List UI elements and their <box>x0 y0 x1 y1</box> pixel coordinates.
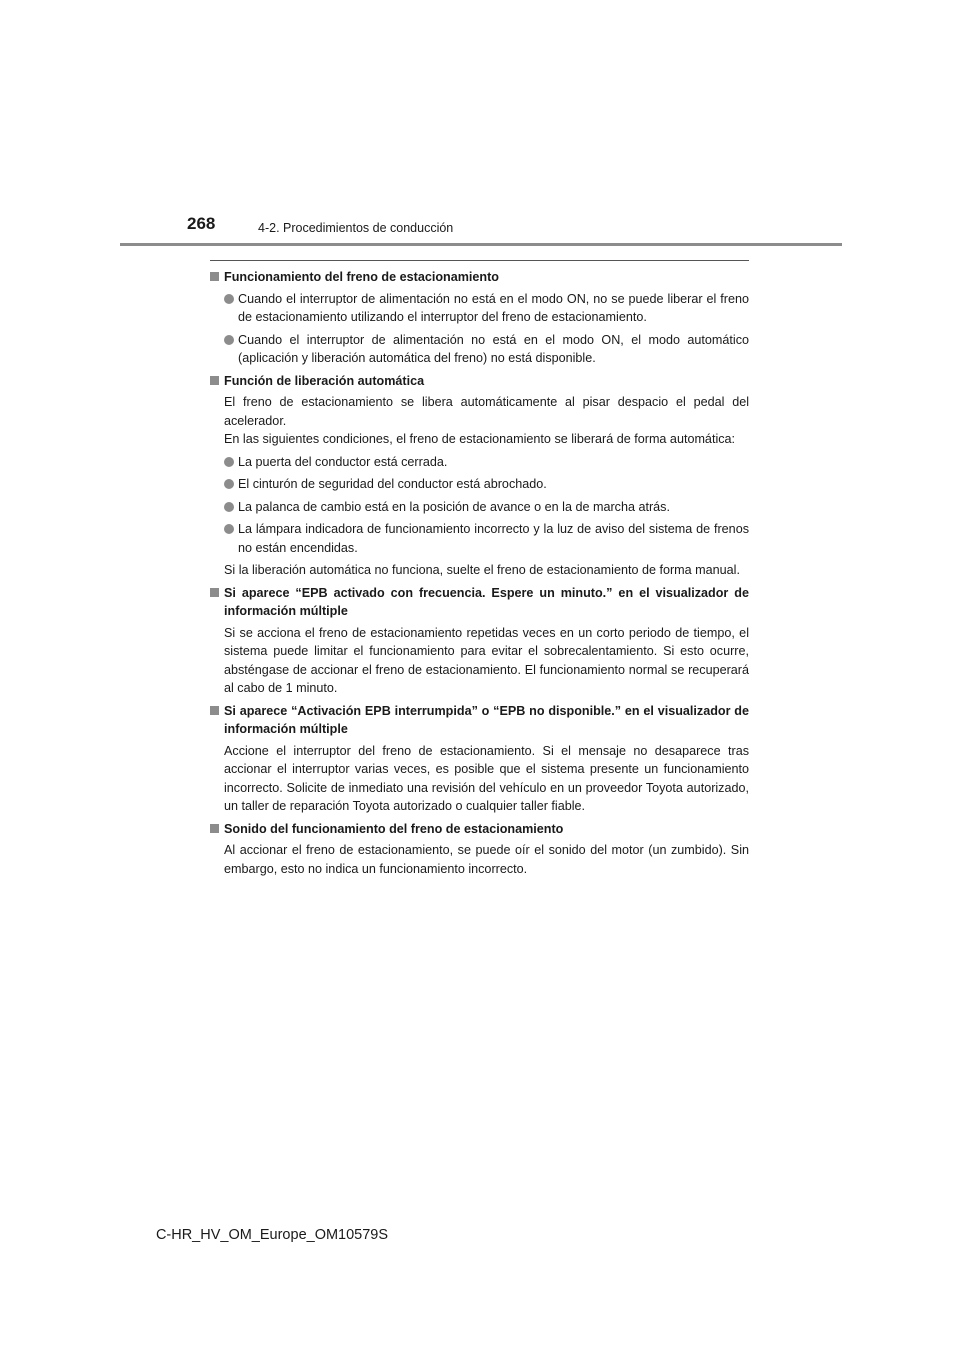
square-bullet-icon <box>210 706 219 715</box>
section-heading: Funcionamiento del freno de estacionamiento <box>224 270 500 284</box>
paragraph: Al accionar el freno de estacionamiento, se puede oír el sonido del motor (un zumbido). Sin embargo, esto no indica un funcionamiento incorrecto. <box>224 843 749 876</box>
list-item: La puerta del conductor está cerrada. <box>210 453 749 472</box>
footer <box>0 1227 960 1243</box>
paragraph: El freno de estacionamiento se libera automáticamente al pisar despacio el pedal del acelerador. <box>224 395 749 428</box>
paragraph: Si se acciona el freno de estacionamiento repetidas veces en un corto periodo de tiempo, el sistema puede limitar el funcionamiento para evitar el sobrecalentamiento. Si esto ocurre, absténgase de accionar el freno de estacionamiento. El funcionamiento normal se recuperará al cabo de 1 minuto. <box>224 625 749 695</box>
section-heading: Sonido del funcionamiento del freno de estacionamiento <box>224 821 564 836</box>
list-item: La palanca de cambio está en la posición de avance o en la de marcha atrás. <box>210 498 749 517</box>
section-heading: Si aparece “EPB activado con frecuencia. Espere un minuto.” en el visualizador de información múltiple <box>224 585 749 618</box>
paragraph: En las siguientes condiciones, el freno de estacionamiento se liberará de forma automática: <box>224 432 736 446</box>
square-bullet-icon <box>210 588 219 597</box>
circle-bullet-icon <box>224 502 234 512</box>
header-rule <box>120 243 842 246</box>
circle-bullet-icon <box>224 335 234 345</box>
section-heading: Función de liberación automática <box>224 373 425 388</box>
page-number: 268 <box>187 214 216 233</box>
paragraph: Accione el interruptor del freno de estacionamiento. Si el mensaje no desaparece tras accionar el interruptor varias veces, es posible que el sistema presente un funcionamiento incorrecto. Solicite de inmediato una revisión del vehículo en un proveedor Toyota autorizado, un taller de reparación Toyota autorizado o cualquier taller fiable. <box>224 743 749 813</box>
section-epb-frequent <box>210 584 749 698</box>
list-item: La lámpara indicadora de funcionamiento incorrecto y la luz de aviso del sistema de frenos no están encendidas. <box>210 520 749 557</box>
content-area <box>210 268 749 882</box>
list-item: El cinturón de seguridad del conductor está abrochado. <box>210 475 749 494</box>
document-id: C-HR_HV_OM_Europe_OM10579S <box>155 1227 389 1243</box>
paragraph: Si la liberación automática no funciona, suelte el freno de estacionamiento de forma manual. <box>224 563 740 577</box>
square-bullet-icon <box>210 824 219 833</box>
section-epb-interrupted <box>210 702 749 816</box>
list-item: Cuando el interruptor de alimentación no está en el modo ON, no se puede liberar el freno de estacionamiento utilizando el interruptor del freno de estacionamiento. <box>210 290 749 327</box>
section-auto-release <box>210 372 749 580</box>
circle-bullet-icon <box>224 479 234 489</box>
circle-bullet-icon <box>224 294 234 304</box>
square-bullet-icon <box>210 376 219 385</box>
circle-bullet-icon <box>224 524 234 534</box>
section-title: 4-2. Procedimientos de conducción <box>258 221 454 235</box>
section-operation-sound <box>210 820 749 879</box>
content-rule <box>210 260 749 261</box>
circle-bullet-icon <box>224 457 234 467</box>
section-heading: Si aparece “Activación EPB interrumpida” o “EPB no disponible.” en el visualizador de información múltiple <box>224 703 749 736</box>
list-item: Cuando el interruptor de alimentación no está en el modo ON, el modo automático (aplicación y liberación automática del freno) no está disponible. <box>210 331 749 368</box>
section-parking-brake-operation <box>210 268 749 368</box>
square-bullet-icon <box>210 272 219 281</box>
